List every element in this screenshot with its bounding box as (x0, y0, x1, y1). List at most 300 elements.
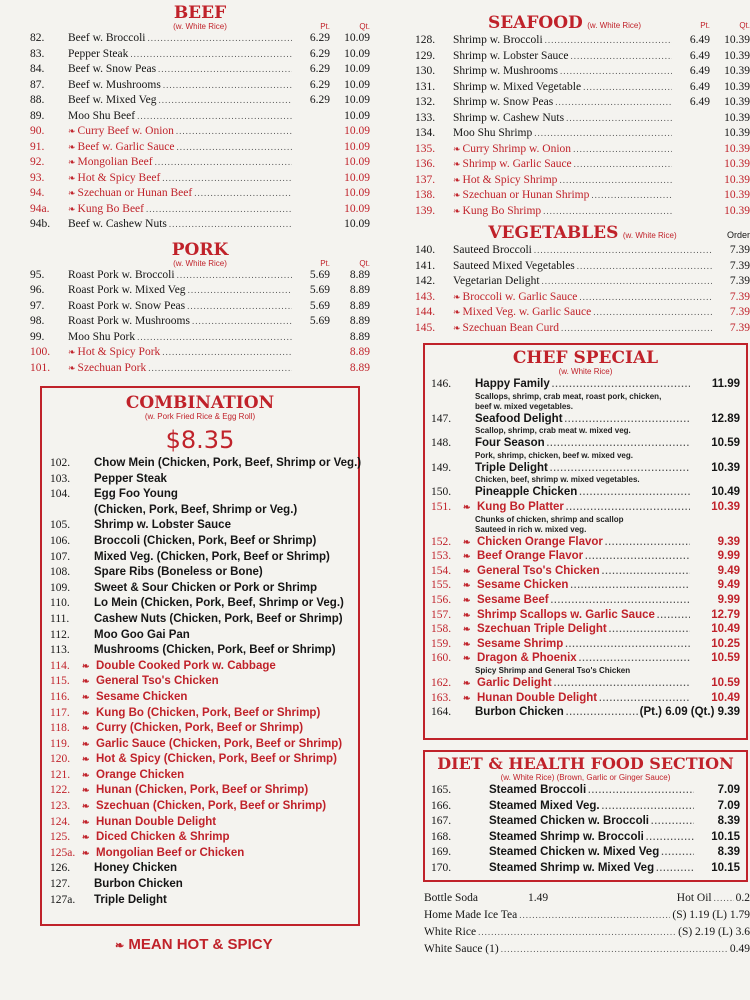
seafood-item-label: Kung Bo Shrimp (462, 204, 542, 217)
pork-item-name (68, 361, 146, 377)
chef-special-item-label: Burbon Chicken (475, 706, 564, 719)
seafood-item-number: 133. (415, 111, 436, 124)
combination-item-label: Orange Chicken (96, 768, 185, 781)
extras-item-label: White Sauce (1) (424, 943, 499, 955)
pepper-icon: ❧ (463, 624, 471, 635)
seafood-item-label: Moo Shu Shrimp (453, 127, 533, 139)
chef-special-item (431, 500, 740, 515)
seafood-item-label: Shrimp w. Broccoli (453, 34, 543, 46)
pepper-icon: ❧ (82, 769, 90, 780)
pepper-icon: ❧ (68, 347, 76, 357)
dot-leader (583, 80, 672, 96)
beef-title: BEEF (173, 3, 227, 23)
dot-leader (543, 204, 672, 220)
seafood-item-number: 128. (415, 34, 436, 46)
seafood-item-quart-price: 10.39 (724, 111, 750, 124)
chef-special-item (431, 651, 740, 666)
pork-item-number: 96. (30, 284, 45, 296)
combination-item-label: Sesame Chicken (96, 690, 188, 703)
bottle-soda-label: Bottle Soda (424, 892, 478, 904)
vegetables-header (415, 224, 750, 243)
beef-item-quart-price: 10.09 (344, 109, 370, 122)
combination-item-number: 121. (50, 768, 71, 781)
combination-item-number: 103. (50, 472, 71, 485)
beef-subtitle: (w. White Rice) (173, 22, 227, 31)
combination-item-number: 116. (50, 690, 70, 703)
chef-special-item (431, 608, 740, 623)
pork-item-name (68, 314, 190, 330)
pepper-icon: ❧ (453, 143, 461, 154)
pork-item-number: 97. (30, 299, 45, 312)
pork-item-pint-price: 5.69 (309, 315, 330, 327)
dot-leader (651, 814, 694, 830)
combination-item (50, 518, 350, 534)
combination-item-label: Moo Goo Gai Pan (94, 628, 190, 641)
chef-special-item-number: 155. (431, 579, 452, 592)
pepper-icon: ❧ (82, 785, 90, 796)
beef-item-quart-price: 10.09 (344, 140, 370, 153)
diet-box (423, 750, 748, 882)
diet-item-label: Steamed Broccoli (489, 784, 587, 796)
chef-special-item-label: Pineapple Chicken (475, 486, 578, 499)
diet-title: DIET & HEALTH FOOD SECTION (437, 754, 734, 773)
beef-item-number: 88. (30, 94, 45, 106)
seafood-item (415, 157, 750, 173)
pork-item-quart-price: 8.89 (349, 330, 370, 343)
combination-item-label: Diced Chicken & Shrimp (96, 831, 230, 844)
diet-item-label: Steamed Shrimp w. Mixed Veg (489, 861, 655, 874)
diet-item-price: 10.15 (711, 830, 740, 843)
beef-item-pint-price: 6.29 (309, 63, 330, 75)
pork-item-pint-price: 5.69 (309, 268, 330, 281)
chef-special-item-label: General Tso's Chicken (477, 564, 600, 577)
chef-special-item (431, 535, 740, 550)
combination-item-label: Szechuan (Chicken, Pork, Beef or Shrimp) (96, 800, 327, 813)
chef-special-item-price: 12.79 (711, 608, 740, 621)
diet-item-number: 168. (431, 830, 452, 843)
seafood-item-quart-price: 10.39 (724, 158, 750, 170)
combination-item-number: 126. (50, 862, 71, 875)
dot-leader (574, 157, 672, 173)
diet-item-number: 170. (431, 861, 452, 874)
dot-leader (177, 140, 292, 156)
combination-item-label: (Chicken, Pork, Beef, Shrimp or Veg.) (94, 503, 298, 516)
dot-leader (148, 361, 292, 377)
vegetables-item-number: 143. (415, 290, 436, 303)
seafood-item-quart-price: 10.39 (724, 127, 750, 139)
dot-leader (570, 578, 690, 593)
pepper-icon: ❧ (82, 801, 90, 812)
beef-item-label: Moo Shu Beef (68, 109, 136, 122)
chef-special-item-description: Chunks of chicken, shrimp and scallop (475, 514, 624, 524)
diet-item (431, 861, 740, 877)
seafood-item-name (453, 204, 541, 220)
pepper-icon: ❧ (453, 205, 461, 216)
beef-item-label: Beef w. Mixed Veg (68, 94, 157, 106)
pepper-icon: ❧ (463, 638, 471, 649)
extras-list (424, 907, 750, 958)
seafood-item (415, 111, 750, 127)
pepper-icon: ❧ (68, 188, 76, 198)
seafood-item-number: 132. (415, 96, 436, 108)
chef-special-item (431, 436, 740, 451)
pork-qt-header: Qt. (359, 258, 370, 268)
vegetables-item-number: 141. (415, 259, 436, 272)
pepper-icon: ❧ (463, 551, 471, 562)
pepper-icon: ❧ (68, 157, 76, 167)
pepper-icon: ❧ (82, 816, 90, 827)
diet-item-label: Steamed Shrimp w. Broccoli (489, 830, 644, 843)
dot-leader (137, 330, 292, 346)
chef-special-item-price: 9.99 (717, 593, 740, 606)
combination-item-label: Honey Chicken (94, 862, 178, 875)
pepper-icon: ❧ (463, 653, 471, 664)
vegetables-item-number: 140. (415, 244, 436, 256)
pork-item (30, 345, 370, 361)
pork-item (30, 314, 370, 330)
vegetables-item-label: Sauteed Broccoli (453, 244, 532, 256)
extras-item-price: 0.49 (729, 943, 750, 955)
pepper-icon: ❧ (82, 676, 90, 687)
bottle-soda-price: 1.49 (528, 892, 549, 904)
combination-item (50, 581, 350, 597)
seafood-item-quart-price: 10.39 (724, 204, 750, 217)
seafood-item-quart-price: 10.39 (724, 142, 750, 155)
dot-leader (162, 345, 292, 361)
chef-special-item-label: Triple Delight (475, 461, 548, 474)
chef-special-box (423, 343, 748, 740)
dot-leader (561, 321, 712, 337)
chef-special-item-price: 10.59 (711, 437, 740, 450)
seafood-item-pint-price: 6.49 (689, 96, 710, 108)
pork-item-label: Hot & Spicy Pork (77, 346, 161, 358)
hot-oil-label: Hot Oil (676, 892, 712, 904)
seafood-item-number: 129. (415, 49, 436, 62)
seafood-item-number: 135. (415, 142, 436, 155)
beef-item (30, 155, 370, 171)
chef-special-item-label: Sesame Shrimp (477, 637, 564, 650)
pork-item-number: 98. (30, 315, 45, 327)
pepper-icon: ❧ (463, 565, 471, 576)
chef-special-item-number: 160. (431, 652, 452, 665)
beef-item-name (68, 171, 160, 187)
vegetables-item (415, 274, 750, 290)
beef-item-quart-price: 10.09 (344, 156, 370, 168)
seafood-item-name (453, 126, 532, 142)
dot-leader (162, 171, 292, 187)
diet-item-number: 167. (431, 815, 452, 828)
beef-item-number: 92. (30, 156, 45, 168)
combination-item (50, 550, 350, 566)
chef-special-item-price: 9.39 (717, 535, 740, 548)
pepper-icon: ❧ (82, 832, 90, 843)
pepper-icon: ❧ (453, 190, 461, 200)
beef-item-name (68, 93, 156, 109)
dot-leader (591, 188, 672, 204)
diet-item (431, 814, 740, 830)
dot-leader (169, 217, 292, 233)
chef-special-item (431, 676, 740, 691)
combination-item-label: Chow Mein (Chicken, Pork, Beef, Shrimp or Veg.) (94, 457, 362, 469)
dot-leader (560, 64, 672, 80)
dot-leader (163, 78, 292, 94)
combination-list (50, 456, 362, 908)
chef-special-item-label: Kung Bo Platter (477, 500, 564, 513)
chef-special-item-price: 10.49 (711, 623, 740, 636)
combination-item-label: Pepper Steak (94, 472, 167, 485)
vegetables-item-label: Mixed Veg. w. Garlic Sauce (462, 306, 592, 318)
dot-leader (555, 95, 672, 111)
beef-item-number: 84. (30, 63, 45, 75)
seafood-item (415, 49, 750, 65)
pork-item-label: Szechuan Pork (77, 361, 147, 374)
left-column (30, 4, 370, 376)
combination-box (40, 386, 360, 926)
combination-item (50, 674, 350, 690)
pork-item-quart-price: 8.89 (349, 361, 370, 374)
chef-special-item-label: Four Season (475, 437, 545, 450)
beef-item-name (68, 140, 175, 156)
vegetables-title: VEGETABLES (488, 223, 619, 243)
seafood-item-label: Shrimp w. Garlic Sauce (462, 158, 572, 170)
chef-special-item-price: 12.89 (711, 412, 740, 425)
seafood-item-number: 139. (415, 204, 436, 217)
combination-item-label: Shrimp w. Lobster Sauce (94, 519, 231, 532)
seafood-list (415, 33, 750, 219)
chef-special-item-description: Spicy Shrimp and General Tso's Chicken (475, 665, 631, 675)
seafood-item-quart-price: 10.39 (724, 65, 750, 77)
chef-special-item-label: Sesame Chicken (477, 579, 569, 592)
combination-item-number: 111. (50, 612, 70, 625)
vegetables-item-number: 144. (415, 306, 436, 318)
diet-item-number: 169. (431, 846, 452, 859)
beef-section (30, 4, 370, 233)
chef-special-item (431, 485, 740, 500)
chef-special-item-number: 156. (431, 593, 452, 606)
diet-item-price: 10.15 (711, 861, 740, 874)
combination-item (50, 596, 350, 612)
beef-item-number: 83. (30, 47, 45, 60)
beef-item-quart-price: 10.09 (344, 47, 370, 60)
dot-leader (158, 93, 292, 109)
vegetables-item-name (453, 274, 540, 290)
vegetables-item-price: 7.39 (729, 321, 750, 334)
dot-leader (177, 268, 292, 284)
dot-leader (478, 924, 676, 941)
beef-item-pint-price: 6.29 (309, 32, 330, 44)
chef-special-item-number: 147. (431, 412, 452, 425)
chef-special-item-number: 149. (431, 461, 452, 474)
chef-special-item-price: 10.49 (711, 691, 740, 704)
beef-item-name (68, 109, 135, 125)
seafood-item (415, 188, 750, 204)
dot-leader (602, 799, 694, 815)
beef-item-number: 93. (30, 171, 45, 184)
pepper-icon: ❧ (463, 692, 471, 703)
chef-special-item-description: Chicken, beef, shrimp w. mixed vegetables. (475, 475, 640, 485)
chef-special-title: CHEF SPECIAL (512, 348, 659, 368)
seafood-item-name (453, 95, 553, 111)
chef-special-list (431, 377, 740, 720)
combination-item (50, 783, 350, 799)
seafood-item (415, 95, 750, 111)
pepper-icon: ❧ (453, 174, 461, 185)
seafood-qt-header: Qt. (739, 21, 750, 30)
seafood-item-label: Hot & Spicy Shrimp (462, 173, 558, 186)
chef-special-item (431, 549, 740, 564)
dot-leader (661, 845, 694, 861)
chef-special-item-label: Garlic Delight (477, 676, 552, 689)
dot-leader (547, 436, 690, 451)
pepper-icon: ❧ (68, 203, 76, 214)
chef-special-item (431, 377, 740, 392)
pepper-icon: ❧ (68, 126, 76, 136)
combination-item-label: Egg Foo Young (94, 488, 178, 501)
beef-item-number: 89. (30, 109, 45, 122)
beef-item-label: Beef w. Garlic Sauce (77, 140, 175, 153)
combination-item-label: Mongolian Beef or Chicken (96, 846, 245, 859)
beef-item-pint-price: 6.29 (309, 78, 330, 91)
seafood-item-label: Curry Shrimp w. Onion (462, 142, 572, 155)
combination-item (50, 503, 350, 519)
seafood-item-number: 134. (415, 127, 436, 139)
chef-special-item (431, 564, 740, 579)
dot-leader (577, 259, 712, 275)
chef-special-item-description: beef w. mixed vegetables. (475, 401, 573, 411)
pork-item-name (68, 283, 186, 299)
chef-special-item-price: 10.39 (711, 500, 740, 513)
combination-item-label: Curry (Chicken, Pork, Beef or Shrimp) (96, 722, 304, 735)
vegetables-item-label: Broccoli w. Garlic Sauce (462, 290, 578, 303)
pork-pt-header: Pt. (320, 258, 330, 268)
dot-leader (137, 109, 292, 125)
hot-oil-price: 0.2 (735, 892, 750, 904)
vegetables-item-name (453, 243, 532, 259)
pork-item-pint-price: 5.69 (309, 299, 330, 312)
chef-special-item-number: 158. (431, 623, 452, 636)
beef-item-name (68, 217, 167, 233)
pork-item-number: 95. (30, 268, 45, 281)
vegetables-item-price: 7.39 (729, 290, 750, 303)
chef-special-item-label: Sesame Beef (477, 593, 549, 606)
seafood-item (415, 80, 750, 96)
dot-leader (566, 705, 638, 720)
chef-special-item-price: 10.59 (711, 676, 740, 689)
dot-leader (148, 31, 293, 47)
chef-special-item (431, 637, 740, 652)
seafood-item-quart-price: 10.39 (724, 96, 750, 108)
beef-item-name (68, 202, 144, 218)
beef-item-number: 87. (30, 78, 45, 91)
seafood-item-quart-price: 10.39 (724, 49, 750, 62)
chef-special-subtitle: (w. White Rice) (558, 367, 613, 376)
pork-item-label: Roast Pork w. Mushrooms (68, 315, 190, 327)
seafood-item (415, 64, 750, 80)
dot-leader (565, 412, 690, 427)
combination-item (50, 721, 350, 737)
chef-special-item (431, 593, 740, 608)
seafood-item (415, 173, 750, 189)
seafood-item-quart-price: 10.39 (724, 173, 750, 186)
dot-leader (187, 299, 292, 315)
chef-special-item-label: Szechuan Triple Delight (477, 623, 607, 636)
dot-leader (501, 941, 728, 958)
seafood-item-name (453, 111, 564, 127)
pork-item-quart-price: 8.89 (349, 299, 370, 312)
vegetables-item-price: 7.39 (729, 275, 750, 287)
pepper-icon: ❧ (82, 691, 90, 702)
pepper-icon: ❧ (453, 159, 461, 169)
vegetables-item-price: 7.39 (729, 259, 750, 272)
chef-special-item-price: 10.49 (711, 486, 740, 499)
dot-leader (519, 907, 670, 924)
vegetables-item (415, 321, 750, 337)
diet-item (431, 830, 740, 846)
dot-leader (176, 124, 292, 140)
beef-item (30, 47, 370, 63)
beef-item (30, 140, 370, 156)
vegetables-item-price: 7.39 (729, 306, 750, 318)
pork-item (30, 283, 370, 299)
dot-leader (593, 305, 712, 321)
chef-special-item-number: 162. (431, 676, 452, 689)
combination-item-number: 106. (50, 534, 71, 547)
pork-item (30, 330, 370, 346)
pork-item (30, 361, 370, 377)
beef-item-name (68, 155, 153, 171)
seafood-item-label: Shrimp w. Lobster Sauce (453, 49, 569, 62)
pepper-icon: ❧ (453, 307, 461, 317)
combination-title: COMBINATION (125, 393, 275, 413)
vegetables-item-name (453, 290, 577, 306)
combination-price: $8.35 (165, 426, 235, 454)
extras-item (424, 941, 750, 958)
pepper-icon: ❧ (463, 594, 471, 605)
pork-item-name (68, 268, 175, 284)
pork-item (30, 299, 370, 315)
seafood-item-name (453, 142, 571, 158)
vegetables-item-number: 145. (415, 321, 436, 334)
seafood-item-name (453, 80, 581, 96)
beef-item-number: 90. (30, 125, 45, 137)
combination-item-number: 125a. (50, 846, 76, 859)
dot-leader (656, 861, 694, 877)
combination-item-number: 122. (50, 784, 71, 797)
diet-item-number: 166. (431, 799, 452, 812)
combination-item-label: General Tso's Chicken (96, 675, 219, 688)
combination-item (50, 737, 350, 753)
diet-item-label: Steamed Mixed Veg. (489, 799, 600, 812)
pork-title: PORK (171, 239, 229, 260)
pepper-icon: ❧ (82, 660, 90, 671)
chef-special-item-price: 10.39 (711, 461, 740, 474)
pork-item-quart-price: 8.89 (349, 315, 370, 327)
right-column (415, 14, 750, 336)
dot-leader (565, 637, 690, 652)
combination-item-number: 117. (50, 706, 70, 719)
chef-special-item-price: 10.25 (711, 637, 740, 650)
pork-item-pint-price: 5.69 (309, 284, 330, 296)
chef-special-item-price: 9.99 (717, 550, 740, 563)
pepper-icon: ❧ (82, 754, 90, 765)
combination-item-number: 120. (50, 753, 71, 766)
beef-item-quart-price: 10.09 (344, 125, 370, 137)
beef-item-quart-price: 10.09 (344, 32, 370, 44)
beef-item-label: Beef w. Broccoli (68, 32, 146, 44)
pepper-icon: ❧ (463, 580, 471, 591)
pepper-icon: ❧ (115, 940, 125, 952)
extras-item (424, 924, 750, 941)
